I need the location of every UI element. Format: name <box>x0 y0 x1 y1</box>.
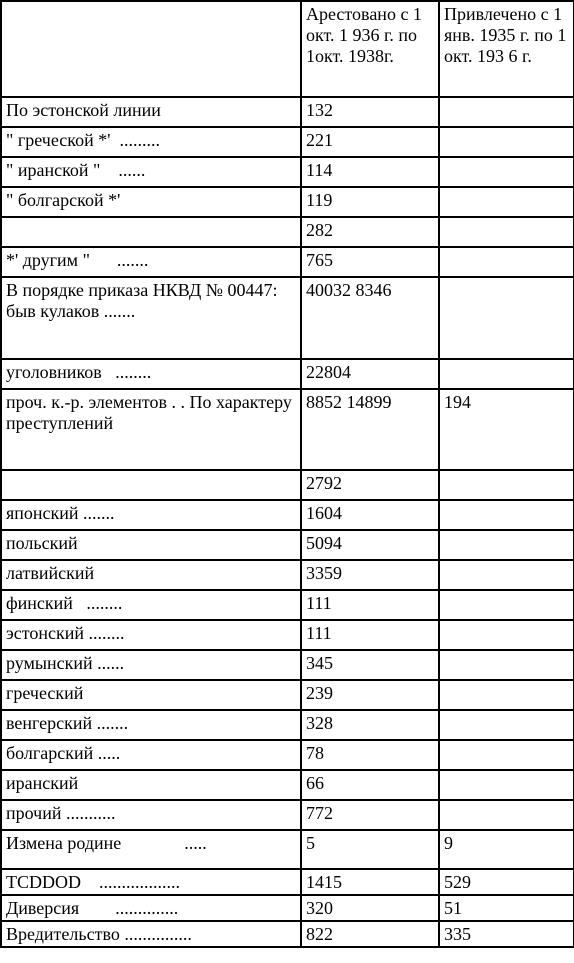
row-arrested-value: 2792 <box>301 470 439 500</box>
row-charged-value <box>439 650 574 680</box>
table-row <box>1 869 574 895</box>
row-arrested-value: 40032 8346 <box>301 277 439 359</box>
row-arrested-value: 345 <box>301 650 439 680</box>
row-arrested-value: 5094 <box>301 530 439 560</box>
row-label: финский ........ <box>1 590 301 620</box>
table-row <box>1 620 574 650</box>
row-charged-value <box>439 740 574 770</box>
row-label: " греческой *' ......... <box>1 127 301 157</box>
row-charged-value: 335 <box>439 921 574 947</box>
row-arrested-value: 765 <box>301 247 439 277</box>
header-cell-category <box>1 1 301 97</box>
table-row <box>1 500 574 530</box>
row-label: венгерский ....... <box>1 710 301 740</box>
row-arrested-value: 221 <box>301 127 439 157</box>
row-label: По эстонской линии <box>1 97 301 127</box>
table-row <box>1 800 574 830</box>
table-row <box>1 247 574 277</box>
table-row <box>1 650 574 680</box>
row-label: " иранской " ...... <box>1 157 301 187</box>
row-label: Диверсия .............. <box>1 895 301 921</box>
row-arrested-value: 78 <box>301 740 439 770</box>
row-charged-value <box>439 710 574 740</box>
table-row <box>1 590 574 620</box>
table-row <box>1 187 574 217</box>
row-label: проч. к.-р. элементов . . По характеру преступлений <box>1 389 301 470</box>
table-row <box>1 530 574 560</box>
table-row <box>1 560 574 590</box>
table-row <box>1 921 574 947</box>
table-row <box>1 97 574 127</box>
row-charged-value <box>439 277 574 359</box>
row-label: *' другим " ....... <box>1 247 301 277</box>
row-arrested-value: 3359 <box>301 560 439 590</box>
header-cell-arrested: Арестовано с 1 окт. 1 936 г. по 1окт. 1938г. <box>301 1 439 97</box>
row-charged-value <box>439 157 574 187</box>
row-arrested-value: 5 <box>301 830 439 869</box>
row-label: В порядке приказа НКВД № 00447: быв кулаков ....... <box>1 277 301 359</box>
row-arrested-value: 822 <box>301 921 439 947</box>
row-charged-value: 194 <box>439 389 574 470</box>
table-row <box>1 127 574 157</box>
row-arrested-value: 1415 <box>301 869 439 895</box>
row-charged-value <box>439 359 574 389</box>
table-row <box>1 389 574 470</box>
row-label: эстонский ........ <box>1 620 301 650</box>
row-charged-value: 51 <box>439 895 574 921</box>
row-charged-value <box>439 770 574 800</box>
table-row <box>1 217 574 247</box>
row-charged-value: 529 <box>439 869 574 895</box>
table-row <box>1 680 574 710</box>
row-arrested-value: 119 <box>301 187 439 217</box>
table-row <box>1 277 574 359</box>
row-label: болгарский ..... <box>1 740 301 770</box>
row-label: польский <box>1 530 301 560</box>
row-label: " болгарской *' <box>1 187 301 217</box>
row-arrested-value: 772 <box>301 800 439 830</box>
row-charged-value: 9 <box>439 830 574 869</box>
row-arrested-value: 132 <box>301 97 439 127</box>
row-charged-value <box>439 590 574 620</box>
row-arrested-value: 111 <box>301 590 439 620</box>
row-label <box>1 470 301 500</box>
row-charged-value <box>439 560 574 590</box>
row-label: уголовников ........ <box>1 359 301 389</box>
table-row <box>1 470 574 500</box>
row-label <box>1 217 301 247</box>
table-row <box>1 710 574 740</box>
table-row <box>1 895 574 921</box>
row-arrested-value: 22804 <box>301 359 439 389</box>
row-charged-value <box>439 247 574 277</box>
row-charged-value <box>439 530 574 560</box>
row-label: японский ....... <box>1 500 301 530</box>
row-label: Измена родине ..... <box>1 830 301 869</box>
row-charged-value <box>439 500 574 530</box>
row-arrested-value: 328 <box>301 710 439 740</box>
table-row <box>1 830 574 869</box>
row-label: румынский ...... <box>1 650 301 680</box>
header-cell-charged: Привлечено с 1 янв. 1935 г. по 1 окт. 193 6 г. <box>439 1 574 97</box>
table-row <box>1 157 574 187</box>
table-row <box>1 359 574 389</box>
table-row <box>1 740 574 770</box>
row-label: Вредительство ............... <box>1 921 301 947</box>
row-arrested-value: 8852 14899 <box>301 389 439 470</box>
row-arrested-value: 114 <box>301 157 439 187</box>
row-label: греческий <box>1 680 301 710</box>
row-charged-value <box>439 97 574 127</box>
row-label: иранский <box>1 770 301 800</box>
row-arrested-value: 1604 <box>301 500 439 530</box>
row-arrested-value: 111 <box>301 620 439 650</box>
row-charged-value <box>439 680 574 710</box>
row-arrested-value: 320 <box>301 895 439 921</box>
row-charged-value <box>439 187 574 217</box>
row-charged-value <box>439 217 574 247</box>
row-label: прочий ........... <box>1 800 301 830</box>
row-charged-value <box>439 800 574 830</box>
row-charged-value <box>439 470 574 500</box>
row-arrested-value: 66 <box>301 770 439 800</box>
table-row <box>1 770 574 800</box>
row-arrested-value: 239 <box>301 680 439 710</box>
header-row <box>1 1 574 97</box>
row-arrested-value: 282 <box>301 217 439 247</box>
row-label: латвийский <box>1 560 301 590</box>
row-label: TCDDOD .................. <box>1 869 301 895</box>
row-charged-value <box>439 620 574 650</box>
row-charged-value <box>439 127 574 157</box>
